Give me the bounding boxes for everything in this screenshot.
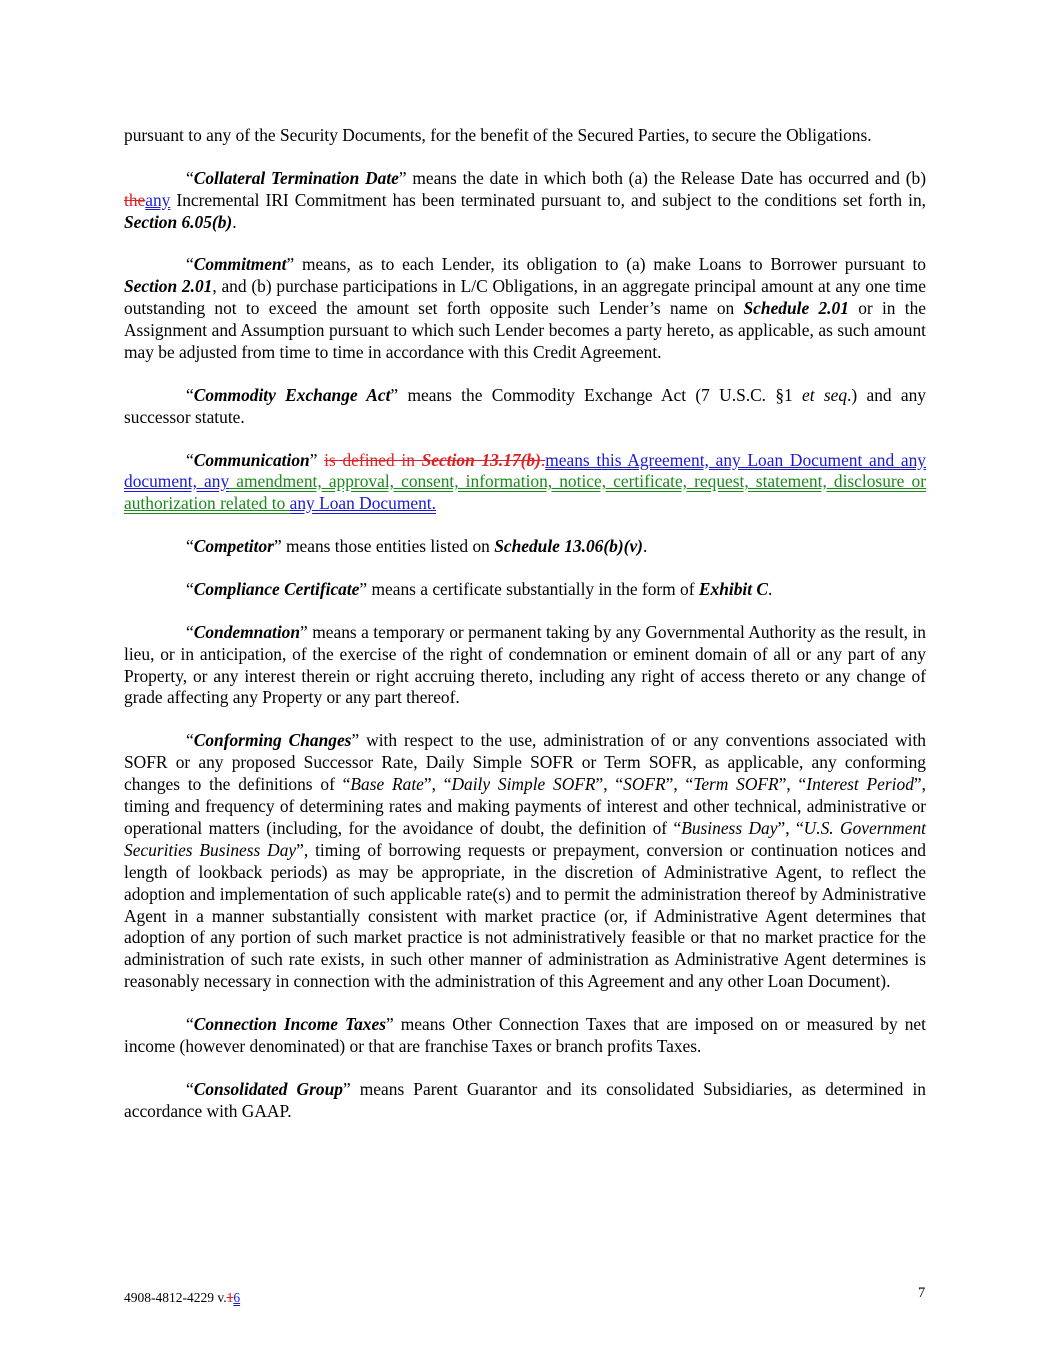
- definition-competitor: “Competitor” means those entities listed on Schedule 13.06(b)(v).: [186, 536, 648, 557]
- defined-term: Commodity Exchange Act: [193, 384, 391, 405]
- section-reference: Section 6.05(b): [124, 211, 233, 232]
- defined-term: Commitment: [193, 254, 287, 275]
- defined-term: Conforming Changes: [193, 730, 352, 751]
- exhibit-reference: Exhibit C: [698, 578, 769, 599]
- deleted-section-reference: Section 13.17(b): [421, 449, 541, 470]
- deleted-version: 1: [226, 1290, 234, 1305]
- deleted-text: .: [540, 449, 546, 470]
- defined-term: Condemnation: [193, 621, 301, 642]
- definition-commodity-exchange-act: “Commodity Exchange Act” means the Commodity Exchange Act (7 U.S.C. §1 et seq.) and any successor statute.: [124, 384, 926, 427]
- inserted-text: means this Agreement, any Loan Document and any document, any: [124, 449, 926, 492]
- defined-term: Competitor: [193, 536, 274, 557]
- document-body: [124, 125, 926, 1143]
- definition-consolidated-group: “Consolidated Group” means Parent Guarantor and its consolidated Subsidiaries, as determined in accordance with GAAP.: [124, 1078, 926, 1121]
- section-reference: Section 2.01: [124, 276, 213, 297]
- schedule-reference: Schedule 2.01: [743, 298, 849, 319]
- inserted-version: 6: [233, 1290, 241, 1305]
- page-number: 7: [918, 1285, 926, 1301]
- schedule-reference: Schedule 13.06(b)(v): [494, 536, 643, 557]
- definition-connection-income-taxes: “Connection Income Taxes” means Other Connection Taxes that are imposed on or measured by net income (however denominated) or that are franchise Taxes or branch profits Taxes.: [124, 1014, 926, 1056]
- moved-inserted-text: amendment, approval, consent, information, notice, certificate, request, statement, disclosure or authorization related to: [124, 471, 926, 514]
- deleted-text: is defined in: [324, 449, 422, 470]
- definition-compliance-certificate: “Compliance Certificate” means a certificate substantially in the form of Exhibit C.: [186, 578, 773, 599]
- defined-term: Connection Income Taxes: [193, 1014, 386, 1035]
- definition-conforming-changes: “Conforming Changes” with respect to the use, administration of or any conventions associated with SOFR or any proposed Successor Rate, Daily Simple SOFR or Term SOFR, as applicable, any conforming changes to the definitions of “Base Rate”, “Daily Simple SOFR”, “SOFR”, “Term SOFR”, “Interest Period”, timing and frequency of determining rates and making payments of interest and other technical, administrative or operational matters (including, for the avoidance of doubt, the definition of “Business Day”, “U.S. Government Securities Business Day”, timing of borrowing requests or prepayment, conversion or continuation notices and length of lookback periods) as may be appropriate, in the discretion of Administrative Agent, to reflect the adoption and implementation of such applicable rate(s) and to permit the administration thereof by Administrative Agent in a manner substantially consistent with market practice (or, if Administrative Agent determines that adoption of any portion of such market practice is not administratively feasible or that no market practice for the administration of such rate exists, in such other manner of administration as Administrative Agent determines is reasonably necessary in connection with the administration of this Agreement and any other Loan Document).: [124, 730, 926, 992]
- definition-collateral-termination-date: “Collateral Termination Date” means the date in which both (a) the Release Date has occurred and (b) theany Incremental IRI Commitment has been terminated pursuant to, and subject to the conditions set forth in, Section 6.05(b).: [124, 167, 926, 232]
- definition-commitment: “Commitment” means, as to each Lender, its obligation to (a) make Loans to Borrower pursuant to Section 2.01, and (b) purchase participations in L/C Obligations, in an aggregate principal amount at any one time outstanding not to exceed the amount set forth opposite such Lender’s name on Schedule 2.01 or in the Assignment and Assumption pursuant to which such Lender becomes a party hereto, as applicable, as such amount may be adjusted from time to time in accordance with this Credit Agreement.: [124, 254, 927, 363]
- deleted-text: the: [124, 189, 146, 210]
- definition-condemnation: “Condemnation” means a temporary or permanent taking by any Governmental Authority as the result, in lieu, or in anticipation, of the exercise of the right of condemnation or eminent domain of all or any part of any Property, or any interest therein or right accruing thereto, including any right of access thereto or any change of grade affecting any Property or any part thereof.: [124, 621, 926, 708]
- document-id-footer: 4908-4812-4229 v.16: [124, 1290, 241, 1305]
- defined-term: Communication: [193, 449, 310, 470]
- defined-term: Compliance Certificate: [193, 578, 360, 599]
- inserted-text: any: [145, 189, 171, 210]
- defined-term: Collateral Termination Date: [193, 167, 399, 188]
- definition-communication: “Communication” is defined in Section 13.17(b).means this Agreement, any Loan Document and any document, any amendment, approval, consent, information, notice, certificate, request, statement, disclosure or authorization related to any Loan Document.: [124, 449, 926, 514]
- intro-paragraph: pursuant to any of the Security Documents, for the benefit of the Secured Parties, to secure the Obligations.: [124, 125, 872, 145]
- defined-term: Consolidated Group: [193, 1078, 343, 1099]
- inserted-text: any Loan Document.: [289, 493, 436, 514]
